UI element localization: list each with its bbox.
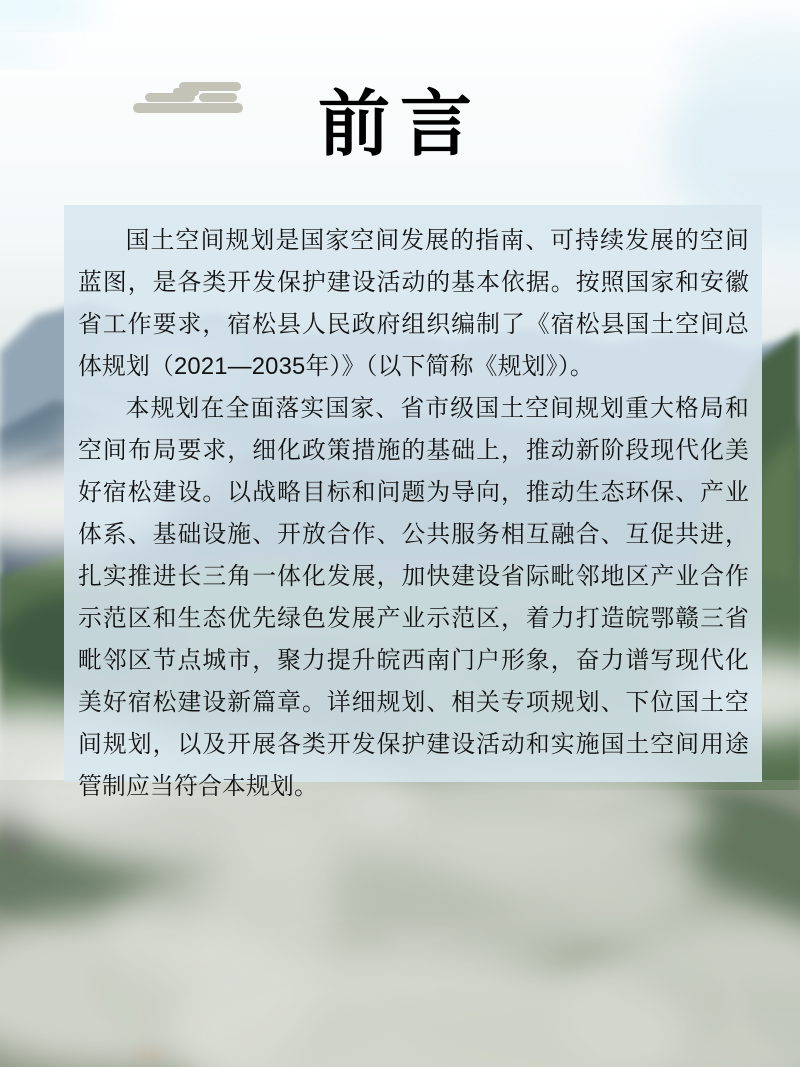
preface-paragraph-1: 国土空间规划是国家空间发展的指南、可持续发展的空间蓝图，是各类开发保护建设活动的基本依据。按照国家和安徽省工作要求，宿松县人民政府组织编制了《宿松县国土空间总体规划（2021—2035年）》（以下简称《规划》）。 [78, 227, 749, 380]
preface-paragraph-2: 本规划在全面落实国家、省市级国土空间规划重大格局和空间布局要求，细化政策措施的基础上，推动新阶段现代化美好宿松建设。以战略目标和问题为导向，推动生态环保、产业体系、基础设施、开放合作、公共服务相互融合、互促共进，扎实推进长三角一体化发展，加快建设省际毗邻地区产业合作示范区和生态优先绿色发展产业示范区，着力打造皖鄂赣三省毗邻区节点城市，聚力提升皖西南门户形象，奋力谱写现代化美好宿松建设新篇章。详细规划、相关专项规划、下位国土空间规划，以及开展各类开发保护建设活动和实施国土空间用途管制应当符合本规划。 [78, 395, 749, 800]
page-title: 前言 [317, 85, 482, 165]
preface-panel [64, 205, 762, 800]
